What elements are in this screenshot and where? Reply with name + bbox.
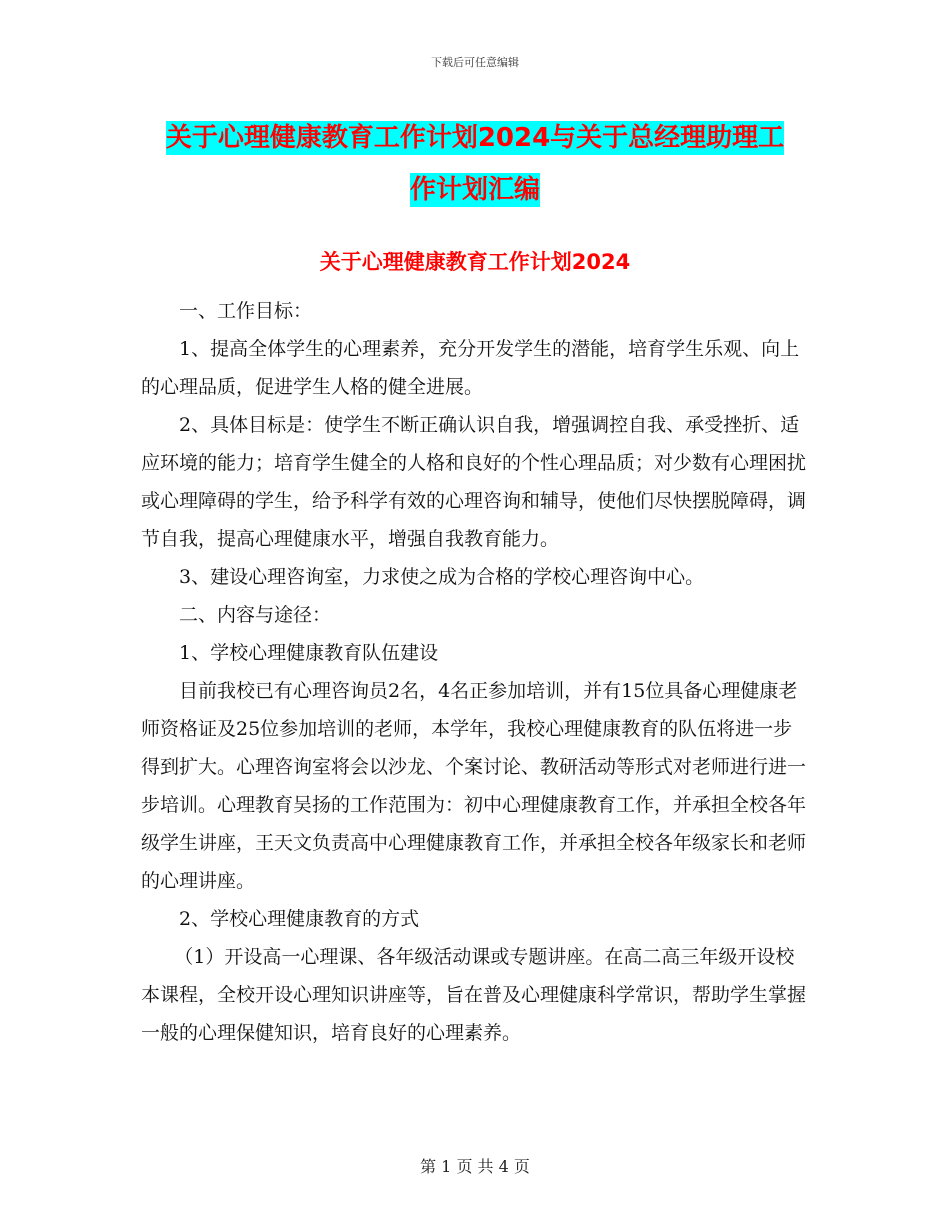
paragraph-goal-2: 2、具体目标是：使学生不断正确认识自我，增强调控自我、承受挫折、适应环境的能力；培育学生健全的人格和良好的个性心理品质；对少数有心理困扰或心理障碍的学生，给予科学有效的心理咨询和辅导，使他们尽快摆脱障碍，调节自我，提高心理健康水平，增强自我教育能力。: [141, 414, 807, 550]
paragraph-goal-1: 1、提高全体学生的心理素养，充分开发学生的潜能，培育学生乐观、向上的心理品质，促进学生人格的健全进展。: [141, 338, 800, 398]
paragraph-method-1: （1）开设高一心理课、各年级活动课或专题讲座。在高二高三年级开设校本课程，全校开设心理知识讲座等，旨在普及心理健康科学常识，帮助学生掌握一般的心理保健知识，培育良好的心理素养。: [141, 946, 807, 1044]
paragraph-goal-3: 3、建设心理咨询室，力求使之成为合格的学校心理咨询中心。: [179, 566, 705, 588]
paragraph-goals-heading: 一、工作目标：: [179, 300, 313, 322]
page-footer: 第 1 页 共 4 页: [420, 1157, 530, 1176]
document-body: [141, 292, 809, 1052]
document-title-line-1: 关于心理健康教育工作计划2024与关于总经理助理工: [165, 123, 785, 153]
paragraph-methods-heading: 2、学校心理健康教育的方式: [179, 908, 420, 930]
paragraph-team-body: 目前我校已有心理咨询员2名，4名正参加培训，并有15位具备心理健康老师资格证及25位参加培训的老师，本学年，我校心理健康教育的队伍将进一步得到扩大。心理咨询室将会以沙龙、个案讨论、教研活动等形式对老师进行进一步培训。心理教育吴扬的工作范围为：初中心理健康教育工作，并承担全校各年级学生讲座，王天文负责高中心理健康教育工作，并承担全校各年级家长和老师的心理讲座。: [141, 680, 807, 892]
paragraph-content-heading: 二、内容与途径：: [179, 604, 332, 626]
paragraph-team-heading: 1、学校心理健康教育队伍建设: [179, 642, 439, 664]
header-note: 下载后可任意编辑: [431, 56, 519, 69]
document-title: [0, 112, 950, 216]
document-title-line-2: 作计划汇编: [409, 175, 540, 205]
section-title: 关于心理健康教育工作计划2024: [319, 250, 631, 274]
